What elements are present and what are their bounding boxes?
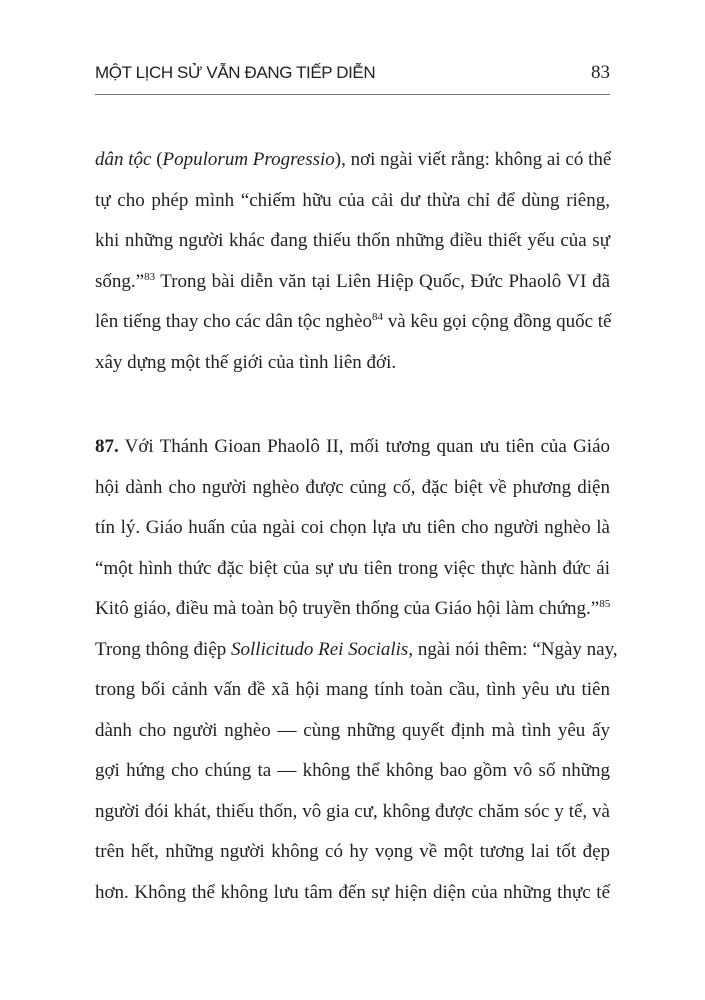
text-line: [95, 343, 610, 384]
text-line: [95, 262, 610, 303]
text-span: người đói khát, thiếu thốn, vô gia cư, không được chăm sóc y tế, và: [95, 800, 610, 822]
text-span: Trong thông điệp: [95, 638, 232, 660]
text-line: [95, 751, 610, 792]
text-span: khi những người khác đang thiếu thốn những điều thiết yếu của sự: [95, 230, 610, 251]
text-line: [95, 589, 610, 630]
paragraph-86-continued: [95, 140, 610, 383]
text-span: lên tiếng thay cho các dân tộc nghèo: [95, 311, 372, 332]
text-span: ), nơi ngài viết rằng: không ai có thể: [334, 149, 612, 170]
text-span: trong bối cảnh vấn đề xã hội mang tính toàn cầu, tình yêu ưu tiên: [95, 679, 610, 700]
footnote-ref: 83: [144, 270, 156, 283]
text-line: [95, 711, 610, 752]
text-line: [95, 508, 610, 549]
text-span: dành cho người nghèo — cùng những quyết định mà tình yêu ấy: [95, 719, 610, 741]
text-span: (: [151, 149, 163, 170]
text-span: Trong bài diễn văn tại Liên Hiệp Quốc, Đức Phaolô VI đã: [155, 270, 610, 292]
text-line: [95, 427, 610, 468]
footnote-ref: 85: [599, 598, 611, 610]
text-span: Populorum Progressio: [162, 149, 335, 170]
text-span: Sollicitudo Rei Socialis: [231, 638, 409, 660]
running-header: [95, 60, 610, 95]
text-span: “một hình thức đặc biệt của sự ưu tiên trong việc thực hành đức ái: [95, 557, 610, 579]
text-line: [95, 468, 610, 509]
text-span: hơn. Không thể không lưu tâm đến sự hiện diện của những thực tế: [95, 881, 610, 903]
text-span: 87.: [95, 436, 119, 457]
text-span: dân tộc: [95, 149, 152, 170]
text-span: gợi hứng cho chúng ta — không thể không bao gồm vô số những: [95, 760, 610, 781]
text-span: tự cho phép mình “chiếm hữu của cải dư thừa chỉ để dùng riêng,: [95, 189, 610, 211]
text-span: và kêu gọi cộng đồng quốc tế: [382, 311, 612, 332]
running-title: MỘT LỊCH SỬ VẪN ĐANG TIẾP DIỄN: [95, 63, 376, 82]
text-line: [95, 221, 610, 262]
text-line: [95, 140, 610, 181]
text-span: Kitô giáo, điều mà toàn bộ truyền thống của Giáo hội làm chứng.”: [95, 598, 600, 619]
text-line: [95, 630, 618, 671]
text-line: [95, 832, 610, 873]
text-line: [95, 181, 610, 222]
text-span: trên hết, những người không có hy vọng về một tương lai tốt đẹp: [95, 841, 610, 862]
text-line: [95, 549, 610, 590]
text-span: xây dựng một thế giới của tình liên đới.: [95, 351, 397, 373]
text-line: [95, 670, 610, 711]
text-line: [95, 792, 610, 833]
text-span: hội dành cho người nghèo được củng cố, đặc biệt về phương diện: [95, 476, 610, 498]
text-span: Với Thánh Gioan Phaolô II, mối tương quan ưu tiên của Giáo: [118, 436, 610, 457]
paragraph-87: [95, 427, 618, 913]
footnote-ref: 84: [371, 311, 383, 323]
page-number: 83: [591, 62, 610, 83]
text-line: [95, 302, 610, 343]
text-span: , ngài nói thêm: “Ngày nay,: [408, 638, 618, 660]
text-line: [95, 873, 610, 914]
text-span: tín lý. Giáo huấn của ngài coi chọn lựa ưu tiên cho người nghèo là: [95, 517, 610, 538]
text-span: sống.”: [95, 270, 145, 292]
